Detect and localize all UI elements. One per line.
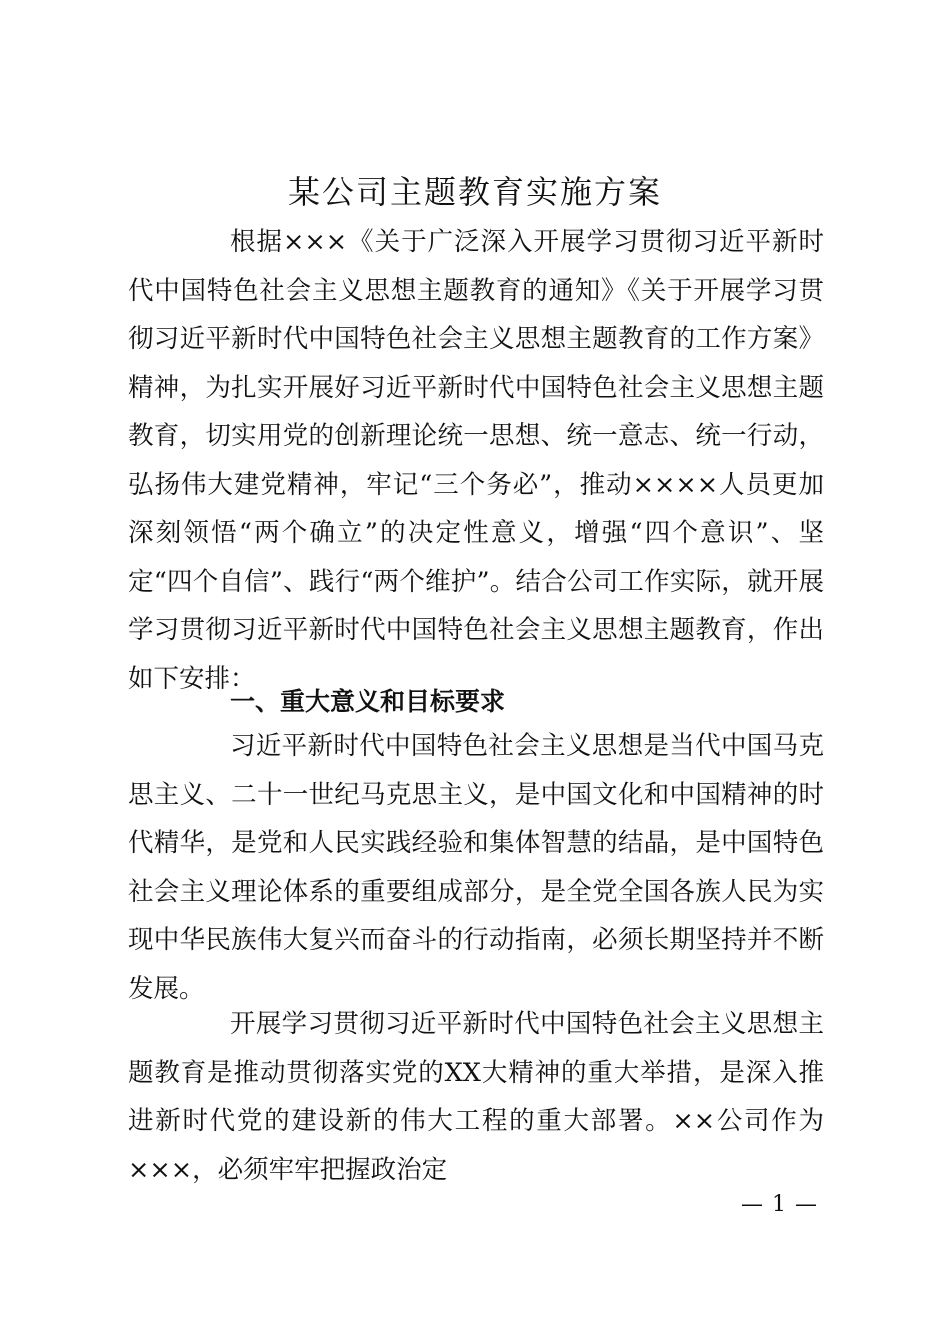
section-heading: 一、重大意义和目标要求 [230,687,506,716]
page-number: — 1 — [741,1192,818,1217]
paragraph-significance: 习近平新时代中国特色社会主义思想是当代中国马克思主义、二十一世纪马克思主义，是中国文化和中国精神的时代精华，是党和人民实践经验和集体智慧的结晶，是中国特色社会主义理论体系的重要组成部分，是全党全国各族人民为实现中华民族伟大复兴而奋斗的行动指南，必须长期坚持并不断发展。 [128,731,824,1004]
paragraph-measures: 开展学习贯彻习近平新时代中国特色社会主义思想主题教育是推动贯彻落实党的XX大精神的重大举措，是深入推进新时代党的建设新的伟大工程的重大部署。××公司作为×××，必须牢牢把握政治定 [128,1009,824,1185]
document-title: 某公司主题教育实施方案 [287,173,662,211]
paragraph-intro: 根据×××《关于广泛深入开展学习贯彻习近平新时代中国特色社会主义思想主题教育的通知》《关于开展学习贯彻习近平新时代中国特色社会主义思想主题教育的工作方案》精神，为扎实开展好习近平新时代中国特色社会主义思想主题教育，切实用党的创新理论统一思想、统一意志、统一行动，弘扬伟大建党精神，牢记“三个务必”，推动××××人员更加深刻领悟“两个确立”的决定性意义，增强“四个意识”、坚定“四个自信”、践行“两个维护”。结合公司工作实际，就开展学习贯彻习近平新时代中国特色社会主义思想主题教育，作出如下安排： [128,227,824,694]
